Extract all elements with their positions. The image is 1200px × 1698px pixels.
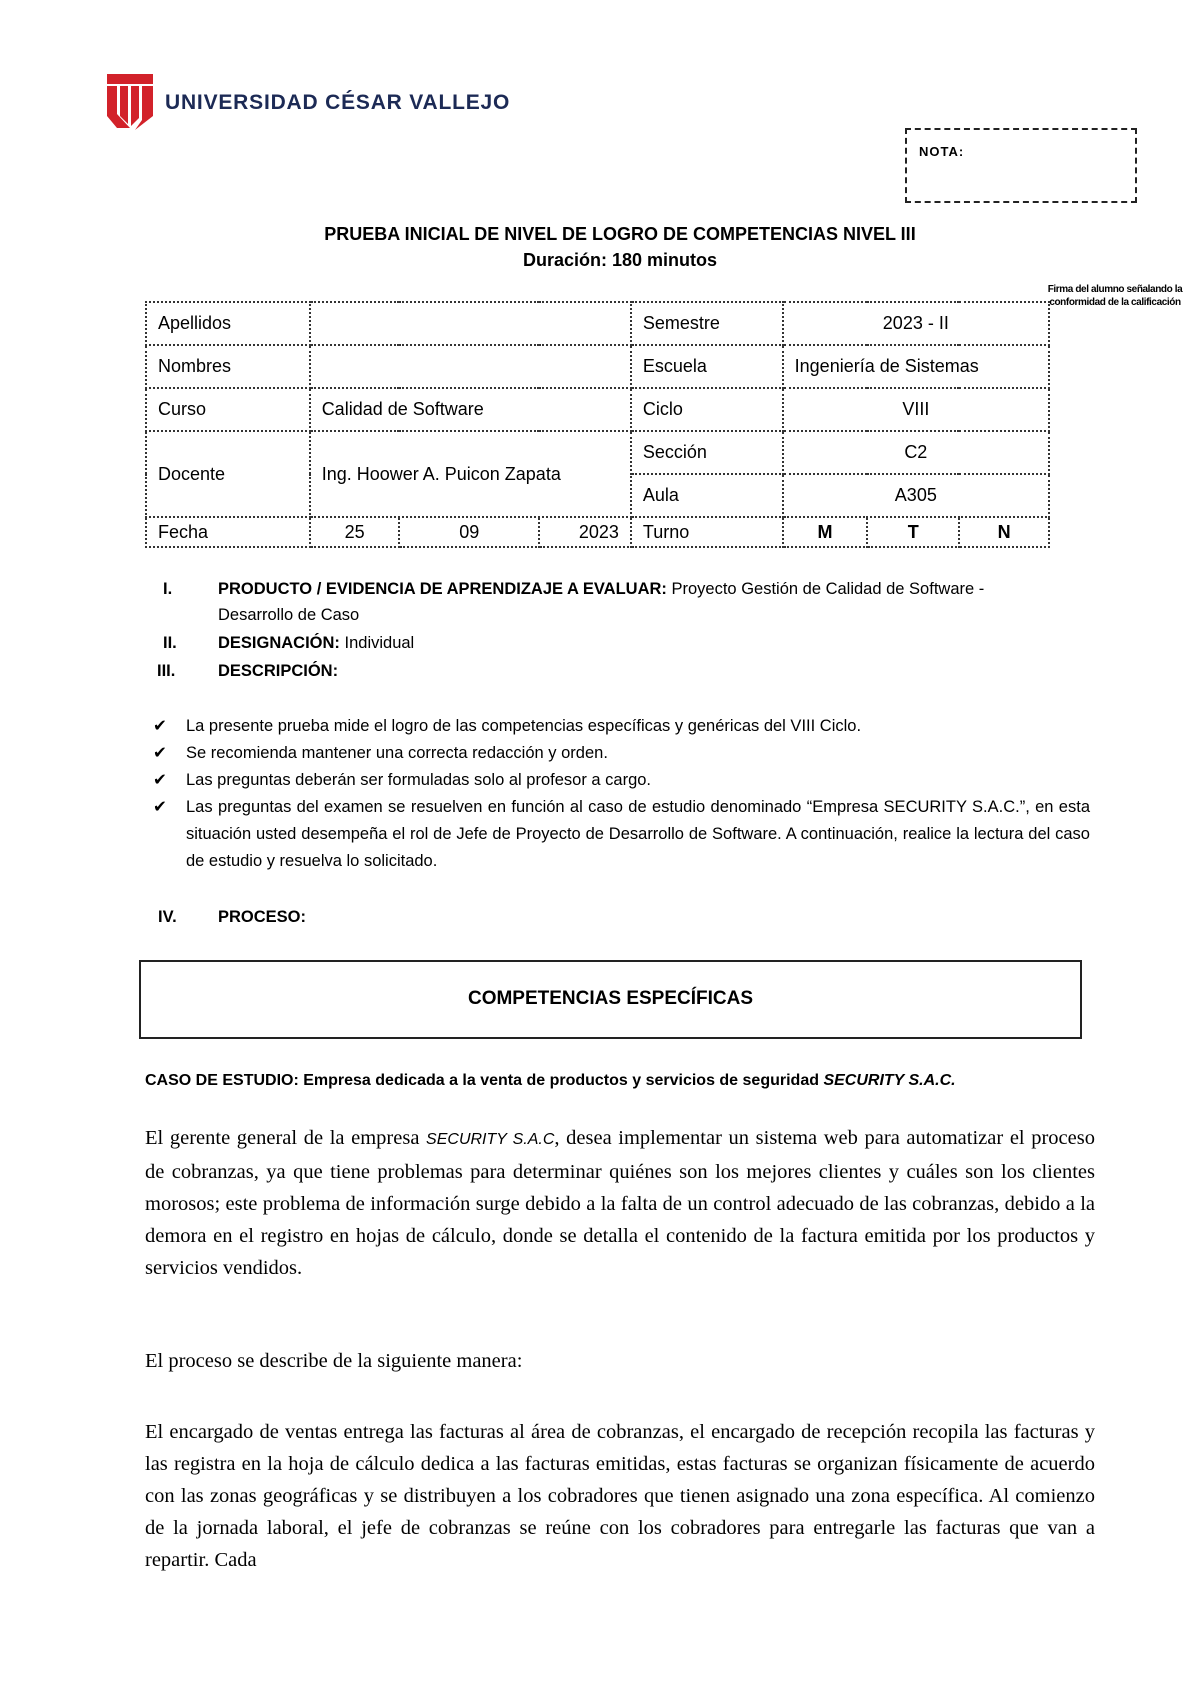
aula-value: A305	[783, 474, 1049, 517]
case-study-company: SECURITY S.A.C.	[823, 1072, 956, 1089]
check-icon: ✔	[153, 744, 167, 762]
section-ii-text: Individual	[339, 634, 415, 652]
seccion-label: Sección	[631, 431, 783, 474]
table-row	[146, 431, 1049, 474]
paragraph-1-rest: , desea implementar un sistema web para automatizar el proceso de cobranzas, ya que tiene problemas para determinar quiénes son los mejores clientes y cuáles son los clientes morosos; este problema de información surge debido a la falta de un control adecuado de las cobranzas, debido a la demora en el registro en hojas de cálculo, donde se detalla el contenido de la factura emitida por los productos y servicios vendidos.	[145, 1127, 1095, 1279]
list-item-text: La presente prueba mide el logro de las competencias específicas y genéricas del VIII Ciclo.	[186, 717, 862, 735]
list-item	[153, 713, 1090, 740]
nombres-label: Nombres	[146, 345, 310, 388]
semestre-label: Semestre	[631, 302, 783, 345]
section-i-label: PRODUCTO / EVIDENCIA DE APRENDIZAJE A EVALUAR:	[218, 580, 667, 598]
section-iv	[218, 904, 306, 930]
curso-label: Curso	[146, 388, 310, 431]
section-iv-label: PROCESO:	[218, 908, 307, 926]
fecha-day: 25	[310, 517, 400, 547]
exam-duration: Duración: 180 minutos	[522, 250, 718, 270]
check-icon: ✔	[153, 771, 167, 789]
paragraph-3: El encargado de ventas entrega las facturas al área de cobranzas, el encargado de recepción recopila las facturas y las registra en la hoja de cálculo dedica a las facturas emitidas, estas facturas se organizan físicamente de acuerdo con las zonas geográficas y se distribuyen a los cobradores que tienen asignado una zona específica. Al comienzo de la jornada laboral, el jefe de cobranzas se reúne con los cobradores para entregarle las facturas que van a repartir. Cada	[145, 1421, 1095, 1571]
aula-label: Aula	[631, 474, 783, 517]
list-item	[153, 740, 1090, 767]
section-i	[218, 576, 1018, 628]
section-ii	[218, 630, 1018, 656]
escuela-label: Escuela	[631, 345, 783, 388]
university-name: UNIVERSIDAD CÉSAR VALLEJO	[165, 91, 511, 114]
check-icon: ✔	[153, 717, 167, 735]
case-study-label: CASO DE ESTUDIO: Empresa dedicada a la venta de productos y servicios de seguridad	[145, 1072, 824, 1089]
paragraph-1-company: SECURITY S.A.C	[426, 1131, 555, 1148]
escuela-value: Ingeniería de Sistemas	[783, 345, 1049, 388]
table-row	[146, 388, 1049, 431]
section-iv-number: IV.	[158, 908, 177, 926]
table-row	[146, 302, 1049, 345]
fecha-year: 2023	[539, 517, 631, 547]
docente-label: Docente	[146, 431, 310, 517]
list-item-text: Se recomienda mantener una correcta redacción y orden.	[186, 744, 608, 762]
section-iii-number: III.	[157, 662, 176, 680]
apellidos-label: Apellidos	[146, 302, 310, 345]
exam-title: PRUEBA INICIAL DE NIVEL DE LOGRO DE COMPETENCIAS NIVEL III	[324, 224, 916, 244]
paragraph-1	[145, 1122, 1095, 1284]
fecha-label: Fecha	[146, 517, 310, 547]
section-iii-label: DESCRIPCIÓN:	[218, 662, 339, 680]
case-study-heading	[145, 1072, 1095, 1090]
turno-t[interactable]: T	[867, 517, 959, 547]
firma-note: Firma del alumno señalando la conformidad de la calificación	[1047, 284, 1183, 308]
competencias-title: COMPETENCIAS ESPECÍFICAS	[467, 988, 754, 1009]
semestre-value: 2023 - II	[783, 302, 1049, 345]
list-item-text: Las preguntas del examen se resuelven en función al caso de estudio denominado “Empresa SECURITY S.A.C.”, en esta situación usted desempeña el rol de Jefe de Proyecto de Desarrollo de Software. A continuación, realice la lectura del caso de estudio y resuelva lo solicitado.	[186, 798, 1090, 870]
paragraph-2: El proceso se describe de la siguiente manera:	[145, 1350, 523, 1372]
list-item-text: Las preguntas deberán ser formuladas solo al profesor a cargo.	[186, 771, 652, 789]
section-ii-label: DESIGNACIÓN:	[218, 634, 340, 652]
turno-label: Turno	[631, 517, 783, 547]
ciclo-value: VIII	[783, 388, 1049, 431]
description-list	[153, 713, 1090, 875]
table-row	[146, 345, 1049, 388]
section-ii-number: II.	[163, 634, 177, 652]
turno-n[interactable]: N	[959, 517, 1049, 547]
apellidos-field[interactable]	[310, 302, 631, 345]
curso-value: Calidad de Software	[310, 388, 631, 431]
paragraph-1-start: El gerente general de la empresa	[145, 1127, 427, 1149]
table-row	[146, 517, 1049, 547]
nombres-field[interactable]	[310, 345, 631, 388]
section-i-number: I.	[163, 580, 173, 598]
list-item	[153, 794, 1090, 875]
fecha-month: 09	[399, 517, 539, 547]
university-logo-icon	[105, 72, 155, 130]
nota-box[interactable]	[905, 128, 1137, 203]
turno-m[interactable]: M	[783, 517, 868, 547]
student-info-table	[145, 301, 1050, 548]
nota-label: NOTA:	[919, 144, 965, 159]
section-iii	[218, 658, 338, 684]
list-item	[153, 767, 1090, 794]
ciclo-label: Ciclo	[631, 388, 783, 431]
section-i-text: Proyecto Gestión de Calidad de Software - Desarrollo de Caso	[218, 580, 985, 624]
seccion-value: C2	[783, 431, 1049, 474]
docente-value: Ing. Hoower A. Puicon Zapata	[310, 431, 631, 517]
check-icon: ✔	[153, 798, 167, 816]
